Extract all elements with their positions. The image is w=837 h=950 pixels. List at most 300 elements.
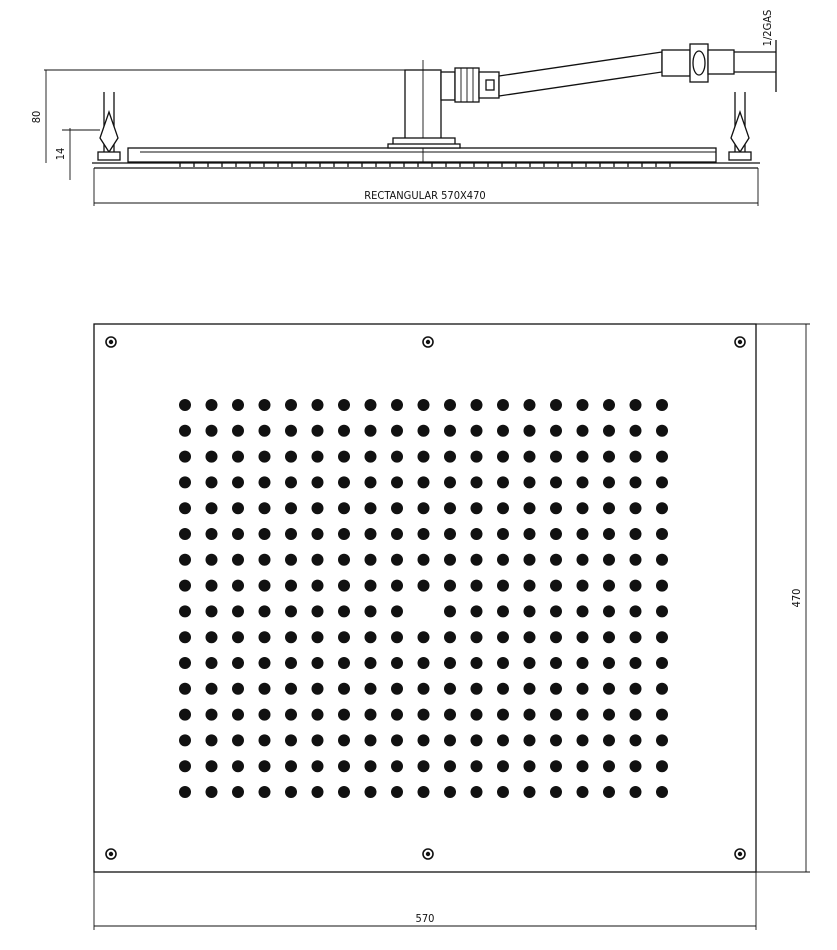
nozzle xyxy=(444,605,456,617)
nozzle xyxy=(365,605,377,617)
nozzle xyxy=(524,786,536,798)
nozzle xyxy=(603,631,615,643)
nozzle xyxy=(603,399,615,411)
nozzle xyxy=(656,425,668,437)
depth-dimension-label: 470 xyxy=(790,588,803,608)
nozzle xyxy=(603,605,615,617)
nozzle xyxy=(524,425,536,437)
shower-plate xyxy=(128,148,716,162)
nozzle xyxy=(444,399,456,411)
nozzle xyxy=(391,399,403,411)
nozzle xyxy=(656,399,668,411)
nozzle xyxy=(418,760,430,772)
nozzle xyxy=(418,528,430,540)
nozzle xyxy=(550,528,562,540)
nozzle xyxy=(444,631,456,643)
nozzle xyxy=(603,760,615,772)
nozzle xyxy=(497,786,509,798)
screw-center xyxy=(109,852,113,856)
nozzle xyxy=(391,554,403,566)
nozzle xyxy=(577,683,589,695)
nozzle xyxy=(497,528,509,540)
nozzle xyxy=(603,502,615,514)
nozzle xyxy=(259,734,271,746)
nozzle xyxy=(365,554,377,566)
nozzle xyxy=(444,786,456,798)
nozzle xyxy=(630,786,642,798)
nozzle xyxy=(285,399,297,411)
nozzle xyxy=(232,786,244,798)
nozzle xyxy=(656,528,668,540)
nozzle xyxy=(656,631,668,643)
nozzle xyxy=(524,502,536,514)
nozzle xyxy=(179,657,191,669)
nozzle xyxy=(365,709,377,721)
swivel-joint xyxy=(441,68,499,102)
nozzle xyxy=(312,502,324,514)
nozzle xyxy=(418,580,430,592)
nozzle xyxy=(259,451,271,463)
nozzle xyxy=(365,451,377,463)
nozzle xyxy=(550,502,562,514)
nozzle xyxy=(577,605,589,617)
nozzle xyxy=(524,683,536,695)
nozzle xyxy=(577,657,589,669)
nozzle xyxy=(338,554,350,566)
nozzle xyxy=(577,425,589,437)
nozzle xyxy=(312,760,324,772)
nozzle xyxy=(338,657,350,669)
nozzle xyxy=(312,605,324,617)
nozzle xyxy=(365,734,377,746)
nozzle xyxy=(232,760,244,772)
nozzle xyxy=(444,580,456,592)
screw-center xyxy=(738,852,742,856)
nozzle xyxy=(206,631,218,643)
nozzle xyxy=(471,760,483,772)
nozzle xyxy=(471,554,483,566)
nozzle xyxy=(471,451,483,463)
left-mounting-bracket xyxy=(98,92,120,160)
nozzle xyxy=(312,554,324,566)
nozzle xyxy=(232,734,244,746)
nozzle xyxy=(497,605,509,617)
nozzle xyxy=(179,528,191,540)
nozzle xyxy=(550,451,562,463)
nozzle xyxy=(418,476,430,488)
nozzle xyxy=(179,605,191,617)
nozzle xyxy=(206,451,218,463)
nozzle xyxy=(418,631,430,643)
screw-center xyxy=(426,852,430,856)
nozzle xyxy=(550,399,562,411)
nozzle xyxy=(524,734,536,746)
nozzle xyxy=(206,580,218,592)
nozzle xyxy=(391,605,403,617)
nozzle xyxy=(285,605,297,617)
nozzle xyxy=(179,786,191,798)
nozzle xyxy=(259,554,271,566)
nozzle xyxy=(285,734,297,746)
nozzle xyxy=(338,451,350,463)
mounting-screws xyxy=(106,337,745,859)
nozzle xyxy=(365,502,377,514)
nozzle xyxy=(603,425,615,437)
nozzle xyxy=(391,502,403,514)
nozzle xyxy=(312,734,324,746)
nozzle xyxy=(338,683,350,695)
nozzle xyxy=(179,631,191,643)
nozzle xyxy=(524,554,536,566)
nozzle xyxy=(444,554,456,566)
nozzle xyxy=(232,709,244,721)
nozzle xyxy=(656,502,668,514)
nozzle xyxy=(206,709,218,721)
nozzle xyxy=(656,786,668,798)
nozzle xyxy=(630,451,642,463)
nozzle xyxy=(524,451,536,463)
nozzle xyxy=(365,657,377,669)
nozzle xyxy=(232,657,244,669)
nozzle xyxy=(603,786,615,798)
nozzle xyxy=(312,631,324,643)
nozzle xyxy=(365,760,377,772)
nozzle xyxy=(497,554,509,566)
nozzle xyxy=(285,502,297,514)
nozzle xyxy=(391,476,403,488)
nozzle xyxy=(497,425,509,437)
nozzle xyxy=(312,399,324,411)
nozzle xyxy=(603,554,615,566)
nozzle xyxy=(550,425,562,437)
nozzle xyxy=(497,502,509,514)
nozzle xyxy=(312,683,324,695)
nozzle xyxy=(577,399,589,411)
nozzle xyxy=(471,399,483,411)
nozzle xyxy=(312,657,324,669)
nozzle xyxy=(338,425,350,437)
nozzle xyxy=(285,657,297,669)
nozzle xyxy=(232,528,244,540)
nozzle xyxy=(444,476,456,488)
nozzle xyxy=(524,476,536,488)
nozzle xyxy=(471,709,483,721)
nozzle xyxy=(259,786,271,798)
nozzle xyxy=(338,786,350,798)
nozzle xyxy=(259,580,271,592)
nozzle xyxy=(630,528,642,540)
nozzle xyxy=(338,580,350,592)
nozzle xyxy=(471,683,483,695)
nozzle xyxy=(179,502,191,514)
nozzle xyxy=(206,476,218,488)
nozzle xyxy=(179,709,191,721)
nozzle xyxy=(577,734,589,746)
nozzle xyxy=(577,709,589,721)
nozzle xyxy=(285,528,297,540)
nozzle xyxy=(656,605,668,617)
nozzle xyxy=(206,734,218,746)
nozzle xyxy=(497,760,509,772)
nozzle xyxy=(365,786,377,798)
nozzle xyxy=(285,683,297,695)
nozzle xyxy=(285,580,297,592)
nozzle xyxy=(365,425,377,437)
nozzle xyxy=(603,580,615,592)
nozzle xyxy=(444,734,456,746)
nozzle xyxy=(656,554,668,566)
side-view xyxy=(30,10,776,206)
nozzle xyxy=(179,580,191,592)
nozzle xyxy=(630,631,642,643)
height-dimension-label: 80 xyxy=(30,110,43,124)
nozzle xyxy=(338,399,350,411)
nozzle xyxy=(338,476,350,488)
nozzle xyxy=(206,760,218,772)
nozzle xyxy=(550,760,562,772)
nozzle xyxy=(179,451,191,463)
nozzle xyxy=(206,399,218,411)
nozzle xyxy=(259,760,271,772)
nozzle xyxy=(418,451,430,463)
side-width-label: RECTANGULAR 570X470 xyxy=(364,189,486,202)
nozzle xyxy=(285,709,297,721)
nozzle xyxy=(259,528,271,540)
nozzle xyxy=(338,502,350,514)
nozzle xyxy=(338,734,350,746)
nozzle xyxy=(656,734,668,746)
nozzle xyxy=(630,554,642,566)
nozzle xyxy=(179,425,191,437)
nozzle xyxy=(285,451,297,463)
nozzle xyxy=(179,734,191,746)
nozzle xyxy=(232,580,244,592)
nozzle xyxy=(577,554,589,566)
nozzle xyxy=(232,425,244,437)
nozzle xyxy=(656,476,668,488)
nozzle xyxy=(206,425,218,437)
nozzle xyxy=(524,399,536,411)
screw-center xyxy=(109,340,113,344)
nozzle xyxy=(577,760,589,772)
nozzle xyxy=(656,709,668,721)
nozzle xyxy=(391,786,403,798)
nozzle xyxy=(550,631,562,643)
nozzle xyxy=(232,451,244,463)
width-dimension-label: 570 xyxy=(415,912,435,925)
nozzle xyxy=(444,528,456,540)
nozzle xyxy=(603,657,615,669)
nozzle xyxy=(524,580,536,592)
nozzle xyxy=(550,605,562,617)
nozzle xyxy=(365,528,377,540)
nozzle xyxy=(656,451,668,463)
nozzle xyxy=(338,528,350,540)
nozzle xyxy=(179,760,191,772)
nozzle xyxy=(656,580,668,592)
nozzle xyxy=(603,734,615,746)
nozzle xyxy=(418,657,430,669)
nozzle xyxy=(259,399,271,411)
nozzle xyxy=(312,528,324,540)
nozzle xyxy=(206,786,218,798)
nozzle xyxy=(444,451,456,463)
nozzle xyxy=(391,709,403,721)
nozzle xyxy=(285,554,297,566)
nozzle xyxy=(312,580,324,592)
nozzle xyxy=(603,476,615,488)
nozzle xyxy=(550,683,562,695)
nozzle xyxy=(206,554,218,566)
nozzle xyxy=(418,554,430,566)
nozzle xyxy=(630,580,642,592)
nozzle xyxy=(444,683,456,695)
nozzle xyxy=(497,657,509,669)
nozzle xyxy=(391,451,403,463)
nozzle xyxy=(285,476,297,488)
nozzle xyxy=(179,399,191,411)
nozzle xyxy=(577,580,589,592)
nozzle xyxy=(418,786,430,798)
nozzle xyxy=(577,451,589,463)
nozzle xyxy=(550,734,562,746)
nozzle xyxy=(232,476,244,488)
nozzle xyxy=(312,476,324,488)
nozzle xyxy=(312,451,324,463)
nozzle xyxy=(577,476,589,488)
nozzle xyxy=(471,734,483,746)
nozzle xyxy=(391,760,403,772)
nozzle xyxy=(603,683,615,695)
nozzle xyxy=(179,476,191,488)
nozzle xyxy=(365,580,377,592)
nozzle xyxy=(365,399,377,411)
nozzle xyxy=(232,605,244,617)
nozzle xyxy=(497,683,509,695)
nozzle-grid xyxy=(179,399,668,798)
nozzle xyxy=(418,734,430,746)
nozzle xyxy=(206,605,218,617)
nozzle xyxy=(285,786,297,798)
nozzle xyxy=(497,734,509,746)
nozzle xyxy=(391,683,403,695)
nozzle xyxy=(391,580,403,592)
nozzle xyxy=(630,399,642,411)
nozzle xyxy=(206,528,218,540)
nozzle xyxy=(471,580,483,592)
nozzle xyxy=(232,631,244,643)
inlet-size-label: 1/2GAS xyxy=(761,9,774,47)
nozzle xyxy=(630,605,642,617)
nozzle xyxy=(232,399,244,411)
nozzle xyxy=(206,683,218,695)
nozzle xyxy=(259,683,271,695)
nozzle xyxy=(656,657,668,669)
nozzle xyxy=(603,709,615,721)
nozzle xyxy=(418,502,430,514)
nozzle xyxy=(550,709,562,721)
nozzle xyxy=(391,425,403,437)
nozzle xyxy=(550,786,562,798)
nozzle xyxy=(338,631,350,643)
nozzle xyxy=(471,605,483,617)
screw-center xyxy=(426,340,430,344)
nozzle xyxy=(391,528,403,540)
nozzle xyxy=(656,683,668,695)
nozzle xyxy=(497,476,509,488)
nozzle xyxy=(285,760,297,772)
nozzle xyxy=(630,760,642,772)
nozzle xyxy=(206,502,218,514)
nozzle xyxy=(471,502,483,514)
nozzle xyxy=(232,502,244,514)
nozzle xyxy=(471,657,483,669)
nozzle xyxy=(444,502,456,514)
nozzle xyxy=(577,502,589,514)
nozzle xyxy=(312,786,324,798)
nozzle xyxy=(630,709,642,721)
nozzle xyxy=(259,502,271,514)
nozzle xyxy=(471,786,483,798)
nozzle xyxy=(524,605,536,617)
shower-arm xyxy=(499,52,662,96)
nozzle xyxy=(497,451,509,463)
nozzle xyxy=(630,502,642,514)
nozzle xyxy=(285,425,297,437)
nozzle xyxy=(524,528,536,540)
nozzle xyxy=(577,528,589,540)
nozzle xyxy=(418,709,430,721)
nozzle xyxy=(471,476,483,488)
nozzle xyxy=(338,605,350,617)
nozzle xyxy=(471,425,483,437)
nozzle xyxy=(418,683,430,695)
right-mounting-bracket xyxy=(729,92,751,160)
nozzle xyxy=(391,734,403,746)
inlet-connector xyxy=(662,40,776,92)
nozzle xyxy=(391,631,403,643)
nozzle xyxy=(603,528,615,540)
nozzle xyxy=(232,683,244,695)
nozzle xyxy=(365,683,377,695)
nozzle xyxy=(577,631,589,643)
nozzle xyxy=(524,709,536,721)
nozzle xyxy=(603,451,615,463)
nozzle xyxy=(259,631,271,643)
nozzle xyxy=(312,425,324,437)
nozzle xyxy=(471,631,483,643)
nozzle xyxy=(259,657,271,669)
nozzle xyxy=(497,631,509,643)
nozzle xyxy=(524,760,536,772)
plate-dimension-label: 14 xyxy=(54,147,67,161)
nozzle xyxy=(497,580,509,592)
nozzle xyxy=(550,476,562,488)
nozzle xyxy=(630,657,642,669)
nozzle xyxy=(259,605,271,617)
nozzle xyxy=(471,528,483,540)
nozzle xyxy=(656,760,668,772)
nozzle xyxy=(312,709,324,721)
nozzle xyxy=(630,476,642,488)
nozzle xyxy=(550,554,562,566)
nozzle xyxy=(259,425,271,437)
nozzle xyxy=(630,734,642,746)
nozzle xyxy=(285,631,297,643)
nozzle xyxy=(444,709,456,721)
screw-center xyxy=(738,340,742,344)
nozzle xyxy=(391,657,403,669)
